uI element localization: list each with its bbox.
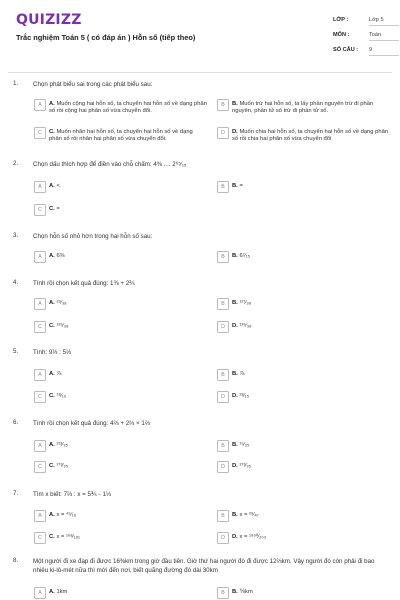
option-key: A. bbox=[49, 441, 55, 448]
option-text: 1km bbox=[56, 588, 68, 595]
question-text: Một người đi xe đạp đi được 16⅜km trong giờ đầu tiên. Giờ thứ hai người đó đi được 12⅔km. Vậy người đó còn phải đi bao nhiêu ki-lô-mét nữa thì mới đến nơi, biết quãng đường đó dài 30km bbox=[33, 558, 375, 574]
option-key: C. bbox=[49, 392, 55, 399]
option-letter-badge: D bbox=[217, 127, 229, 139]
option-key: C. bbox=[49, 533, 55, 540]
option-key: B. bbox=[232, 370, 238, 377]
option-key: B. bbox=[232, 588, 238, 595]
option-key: A. bbox=[49, 588, 55, 595]
meta-value: Toán bbox=[369, 32, 399, 41]
option-letter-badge: C bbox=[34, 204, 46, 216]
option-letter-badge: B bbox=[217, 251, 229, 263]
option-letter-badge: C bbox=[34, 321, 46, 333]
option-key: A. bbox=[49, 370, 55, 377]
option-text: x = ⁴⁵⁄₁₆ bbox=[56, 511, 77, 518]
question-text: Chọn dấu thích hợp để điền vào chỗ chấm: 4⅜ .... 2⁶⁵⁄₁₅ bbox=[33, 161, 187, 168]
option-text: x = ²⁹⁄₄₇ bbox=[239, 511, 259, 518]
option-text: 6⅜ bbox=[56, 252, 65, 259]
question-text: Tìm x biết: 7⅔ : x = 5⅗ - 1⅓ bbox=[33, 491, 112, 498]
option-text: ⅞ bbox=[239, 370, 245, 377]
option-key: D. bbox=[232, 392, 238, 399]
meta-label: MÔN : bbox=[333, 32, 350, 38]
option-key: D. bbox=[232, 128, 238, 135]
meta-value: 9 bbox=[369, 47, 399, 56]
option-letter-badge: B bbox=[217, 510, 229, 522]
option-key: B. bbox=[232, 441, 238, 448]
option-text: Muốn cộng hai hỗn số, ta chuyển hai hỗn số về dạng phân số rồi cộng hai phân số vừa chuyển đổi. bbox=[49, 100, 207, 114]
option-letter-badge: D bbox=[217, 391, 229, 403]
option-key: C. bbox=[49, 322, 55, 329]
option-key: B. bbox=[232, 252, 238, 259]
option-key: A. bbox=[49, 299, 55, 306]
option-letter-badge: A bbox=[34, 510, 46, 522]
option-key: C. bbox=[49, 128, 55, 135]
option-key: D. bbox=[232, 462, 238, 469]
option-text: = bbox=[239, 182, 243, 189]
question-number: 4. bbox=[13, 279, 19, 286]
option-text: < bbox=[56, 182, 60, 189]
quizizz-logo[interactable]: QUIZIZZ bbox=[16, 12, 82, 28]
option-letter-badge: C bbox=[34, 532, 46, 544]
option-key: B. bbox=[232, 511, 238, 518]
option-text: ²⁷³⁄₃₅ bbox=[239, 462, 252, 469]
header-divider bbox=[8, 72, 392, 73]
option-letter-badge: D bbox=[217, 532, 229, 544]
option-letter-badge: A bbox=[34, 298, 46, 310]
option-text: ²⁷³⁄₃₅ bbox=[56, 462, 69, 469]
option-letter-badge: A bbox=[34, 181, 46, 193]
option-letter-badge: A bbox=[34, 251, 46, 263]
option-text: ¹²⁷⁄₃₈ bbox=[239, 299, 252, 306]
option-text: Muốn trừ hai hỗn số, ta lấy phần nguyên trừ đi phần nguyên, phần tử số trừ đi phần tử số. bbox=[232, 100, 374, 114]
option-letter-badge: D bbox=[217, 461, 229, 473]
option-letter-badge: A bbox=[34, 587, 46, 599]
option-letter-badge: B bbox=[217, 440, 229, 452]
option-text: ¹⁵⁄₂₅ bbox=[239, 441, 250, 448]
question-number: 6. bbox=[13, 419, 19, 426]
question-text: Chọn hỗn số nhỏ hơn trong hai hỗn số sau: bbox=[33, 233, 153, 240]
option-text: ²⁸⁄₁₅ bbox=[239, 392, 250, 399]
question-number: 5. bbox=[13, 348, 19, 355]
option-letter-badge: D bbox=[217, 321, 229, 333]
option-text: x = ¹⁶⁸⁄₁₈₁ bbox=[56, 533, 80, 540]
page-title: Trắc nghiệm Toán 5 ( có đáp án ) Hỗn số (tiếp theo) bbox=[16, 33, 196, 42]
option-key: A. bbox=[49, 511, 55, 518]
meta-value: Lớp 5 bbox=[369, 17, 399, 26]
question-number: 8. bbox=[13, 557, 19, 564]
option-key: D. bbox=[232, 533, 238, 540]
question-text: Tính rồi chọn kết quả đúng: 1⅜ + 2⅖ bbox=[33, 280, 136, 287]
option-letter-badge: A bbox=[34, 440, 46, 452]
meta-label: SỐ CÂU : bbox=[333, 47, 359, 53]
option-key: B. bbox=[232, 182, 238, 189]
option-key: A. bbox=[49, 182, 55, 189]
option-key: C. bbox=[49, 205, 55, 212]
meta-label: LỚP : bbox=[333, 17, 349, 23]
option-letter-badge: B bbox=[217, 369, 229, 381]
option-letter-badge: C bbox=[34, 127, 46, 139]
option-letter-badge: C bbox=[34, 391, 46, 403]
option-key: B. bbox=[232, 299, 238, 306]
option-text: ²¹³⁄₃₅ bbox=[56, 441, 68, 448]
option-text: ⅞ bbox=[56, 370, 62, 377]
option-text: ¹⁸⁄₁₉ bbox=[56, 392, 67, 399]
option-letter-badge: A bbox=[34, 369, 46, 381]
option-text: ¹³⁹⁄₃₈ bbox=[239, 322, 252, 329]
question-number: 7. bbox=[13, 490, 19, 497]
option-letter-badge: B bbox=[217, 99, 229, 111]
option-letter-badge: B bbox=[217, 587, 229, 599]
option-key: C. bbox=[49, 462, 55, 469]
option-text: ⅚km bbox=[239, 588, 253, 595]
option-text: ²⁹⁄₃₈ bbox=[56, 299, 67, 306]
option-key: A. bbox=[49, 100, 55, 107]
option-letter-badge: B bbox=[217, 298, 229, 310]
option-key: B. bbox=[232, 100, 238, 107]
page-header bbox=[0, 0, 400, 66]
option-letter-badge: B bbox=[217, 181, 229, 193]
question-number: 1. bbox=[13, 80, 19, 87]
option-text: = bbox=[56, 205, 60, 212]
question-text: Chọn phát biểu sai trong các phát biểu sau: bbox=[33, 81, 153, 88]
option-letter-badge: A bbox=[34, 99, 46, 111]
question-text: Tính: 9⅓ : 5⅓ bbox=[33, 349, 72, 356]
option-text: ¹²⁹⁄₃₈ bbox=[56, 322, 69, 329]
question-number: 3. bbox=[13, 232, 19, 239]
option-text: x = ¹⁹⁹⁰⁄₂₀₃ bbox=[239, 533, 267, 540]
question-text: Tính rồi chọn kết quả đúng: 4⅔ + 2⅔ × 1⅔ bbox=[33, 420, 150, 427]
option-key: D. bbox=[232, 322, 238, 329]
option-text: 6⁷⁄₁₅ bbox=[239, 252, 251, 259]
option-letter-badge: C bbox=[34, 461, 46, 473]
option-text: Muốn chia hai hỗn số, ta chuyển hai hỗn số về dạng phân số rồi chia hai phân số vừa chuyển đổi bbox=[232, 128, 389, 142]
option-text: Muốn nhân hai hỗn số, ta chuyển hai hỗn số về dạng phân số rồi nhân hai phân số vừa chuyển đổi. bbox=[49, 128, 193, 142]
option-key: A. bbox=[49, 252, 55, 259]
question-number: 2. bbox=[13, 160, 19, 167]
